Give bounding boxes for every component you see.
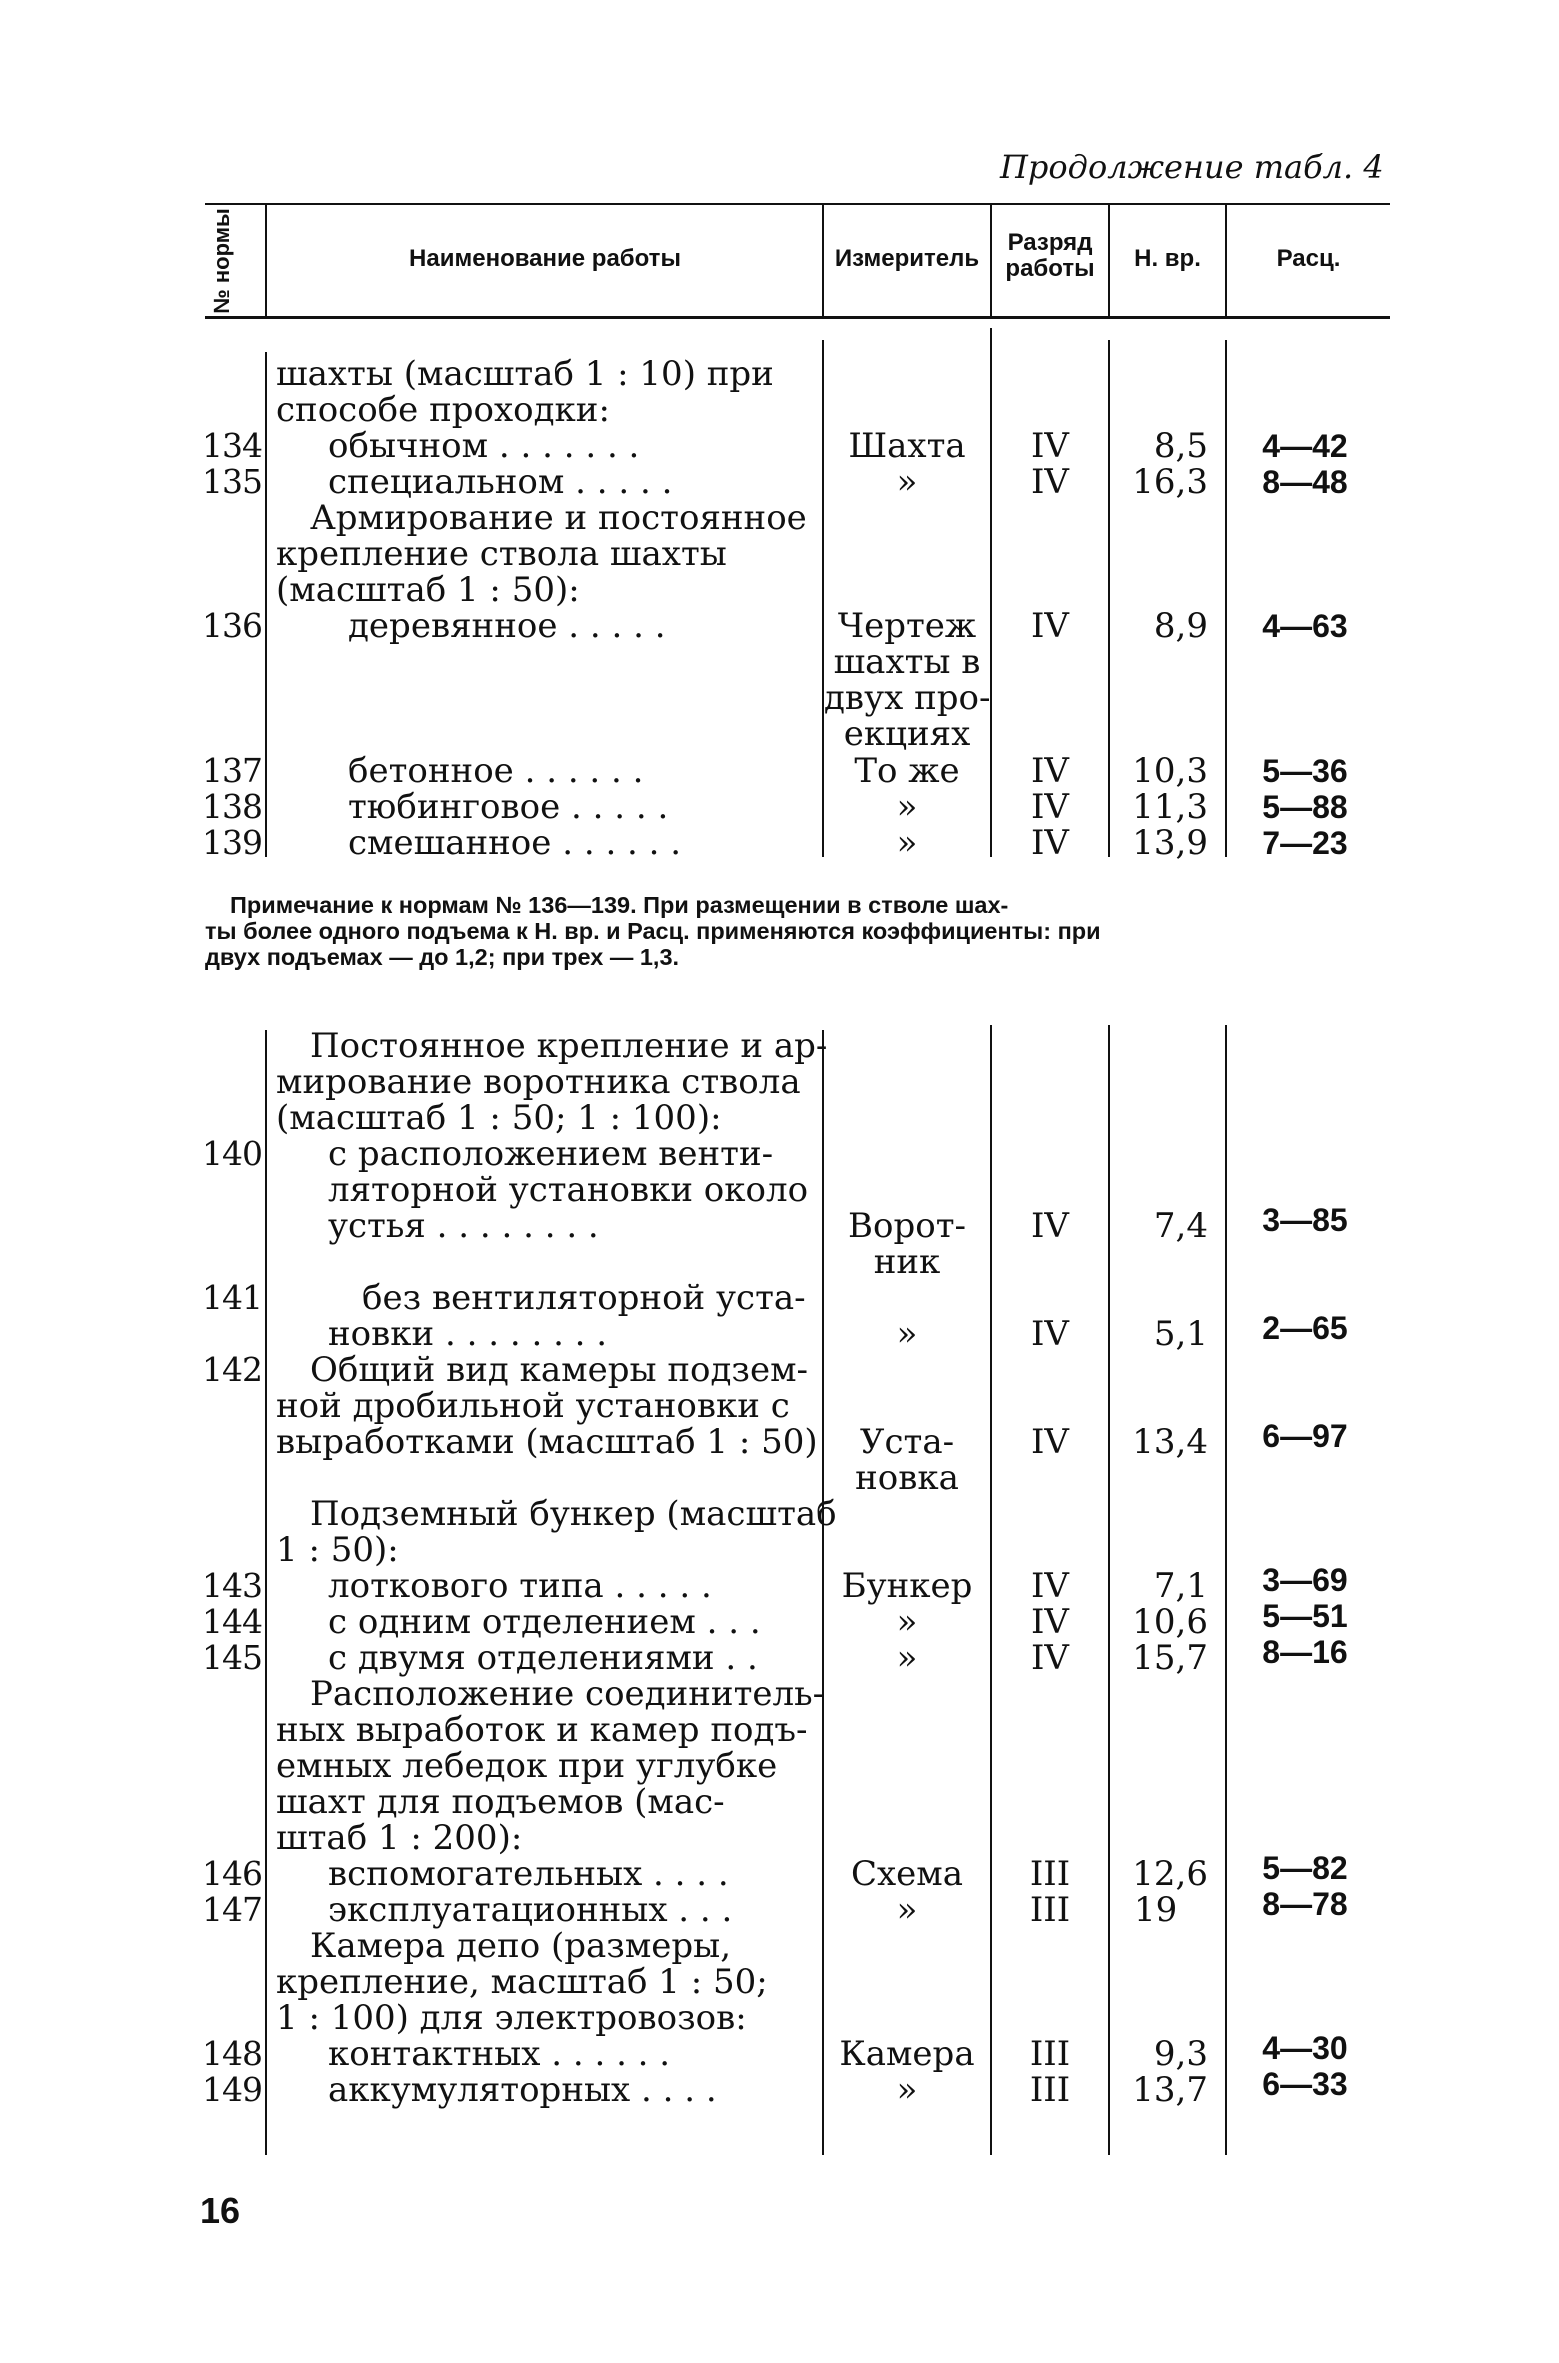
t2-grade: IV: [1031, 1602, 1069, 1642]
t2-time: 9,3: [1153, 2034, 1208, 2074]
t1-unit: двух про-: [824, 678, 991, 718]
t2-text-line: Подземный бункер (масштаб: [310, 1494, 837, 1534]
t1-grade: IV: [1031, 426, 1069, 466]
header-time: Н. вр.: [1134, 245, 1201, 272]
t2-norm-number: 141: [202, 1278, 262, 1317]
t2-time: 13,4: [1132, 1422, 1208, 1462]
t1-norm-number: 136: [202, 606, 262, 645]
t2-divider-5: [1225, 1025, 1227, 2155]
t1-norm-number: 135: [202, 462, 262, 501]
header-grade: Разряд работы: [1005, 229, 1095, 283]
t2-norm-number: 144: [202, 1602, 262, 1641]
t2-unit: »: [896, 2070, 918, 2110]
t1-text-line: шахты (масштаб 1 : 10) при: [276, 354, 774, 394]
t1-text-line: Армирование и постоянное: [310, 498, 807, 538]
t2-time: 7,4: [1153, 1206, 1208, 1246]
t2-text-line: вспомогательных . . . .: [328, 1854, 729, 1894]
t2-text-line: с одним отделением . . .: [328, 1602, 761, 1642]
t2-text-line: выработками (масштаб 1 : 50): [276, 1422, 818, 1462]
t2-text-line: крепление, масштаб 1 : 50;: [276, 1962, 768, 2002]
note-line-1: Примечание к нормам № 136—139. При размещении в стволе шах-: [230, 892, 1009, 918]
t2-rate: 5—82: [1262, 1850, 1348, 1886]
t1-grade: IV: [1031, 751, 1069, 791]
t1-time: 8,5: [1153, 426, 1208, 466]
t2-text-line: Постоянное крепление и ар-: [310, 1026, 828, 1066]
t1-text-line: (масштаб 1 : 50):: [276, 570, 580, 610]
t2-rate: 3—85: [1262, 1202, 1348, 1238]
t2-unit: »: [896, 1638, 918, 1678]
t2-unit: »: [896, 1602, 918, 1642]
t2-grade: IV: [1031, 1206, 1069, 1246]
t2-text-line: Камера депо (размеры,: [310, 1926, 732, 1966]
t1-rate: 8—48: [1262, 464, 1348, 500]
t2-time: 5,1: [1153, 1314, 1208, 1354]
t1-unit: Шахта: [848, 426, 966, 466]
t2-text-line: (масштаб 1 : 50; 1 : 100):: [276, 1098, 722, 1138]
t2-grade: IV: [1031, 1566, 1069, 1606]
t2-unit: Уста-: [859, 1422, 955, 1462]
t2-text-line: новки . . . . . . . .: [328, 1314, 608, 1354]
t2-unit: Бункер: [841, 1566, 973, 1606]
t2-norm-number: 146: [202, 1854, 262, 1893]
t1-divider-1: [265, 352, 267, 857]
t1-text-line: смешанное . . . . . .: [348, 823, 682, 863]
t2-unit: »: [896, 1314, 918, 1354]
t2-text-line: шахт для подъемов (мас-: [276, 1782, 725, 1822]
t2-norm-number: 147: [202, 1890, 262, 1929]
t2-grade: III: [1029, 1854, 1071, 1894]
t1-norm-number: 134: [202, 426, 262, 465]
t1-norm-number: 137: [202, 751, 262, 790]
t2-text-line: штаб 1 : 200):: [276, 1818, 523, 1858]
t2-text-line: без вентиляторной уста-: [362, 1278, 806, 1318]
t2-time: 19: [1134, 1890, 1178, 1930]
t1-rate: 5—36: [1262, 753, 1348, 789]
t1-text-line: тюбинговое . . . . .: [348, 787, 669, 827]
t1-text-line: деревянное . . . . .: [348, 606, 666, 646]
t1-text-line: специальном . . . . .: [328, 462, 673, 502]
header-top-rule: [205, 203, 1390, 205]
t2-text-line: контактных . . . . . .: [328, 2034, 671, 2074]
t2-time: 7,1: [1153, 1566, 1208, 1606]
t2-rate: 8—16: [1262, 1634, 1348, 1670]
t1-text-line: бетонное . . . . . .: [348, 751, 644, 791]
t2-norm-number: 145: [202, 1638, 262, 1677]
t1-unit: »: [896, 787, 918, 827]
t2-text-line: с двумя отделениями . .: [328, 1638, 758, 1678]
note-line-3: двух подъемах — до 1,2; при трех — 1,3.: [205, 944, 680, 970]
t2-rate: 3—69: [1262, 1562, 1348, 1598]
t2-norm-number: 148: [202, 2034, 262, 2073]
t1-grade: IV: [1031, 823, 1069, 863]
t2-unit: ник: [873, 1242, 941, 1282]
t2-rate: 2—65: [1262, 1310, 1348, 1346]
t2-text-line: ной дробильной установки с: [276, 1386, 790, 1426]
header-num-col: № нормы: [209, 208, 234, 314]
t2-text-line: Расположение соединитель-: [310, 1674, 825, 1714]
t1-divider-5: [1225, 340, 1227, 857]
continuation-heading: Продолжение табл. 4: [1000, 148, 1384, 186]
t2-divider-1: [265, 1030, 267, 2155]
t1-unit: Чертеж: [837, 606, 977, 646]
page-number: 16: [200, 2190, 241, 2231]
t1-rate: 4—42: [1262, 428, 1348, 464]
t1-unit: »: [896, 823, 918, 863]
t1-text-line: обычном . . . . . . .: [328, 426, 640, 466]
t2-text-line: лоткового типа . . . . .: [328, 1566, 712, 1606]
t2-rate: 6—97: [1262, 1418, 1348, 1454]
t1-time: 13,9: [1132, 823, 1208, 863]
t1-grade: IV: [1031, 787, 1069, 827]
t1-rate: 7—23: [1262, 825, 1348, 861]
t1-rate: 4—63: [1262, 608, 1348, 644]
t1-text-line: способе проходки:: [276, 390, 610, 430]
t1-unit: »: [896, 462, 918, 502]
t2-text-line: ляторной установки около: [328, 1170, 809, 1210]
t2-text-line: 1 : 100) для электровозов:: [276, 1998, 747, 2038]
t2-norm-number: 149: [202, 2070, 262, 2109]
t1-norm-number: 139: [202, 823, 262, 862]
t1-time: 16,3: [1132, 462, 1208, 502]
t2-time: 13,7: [1132, 2070, 1208, 2110]
t2-time: 12,6: [1132, 1854, 1208, 1894]
t2-unit: Ворот-: [848, 1206, 966, 1246]
note-line-2: ты более одного подъема к Н. вр. и Расц. применяются коэффициенты: при: [205, 918, 1101, 944]
header-unit: Измеритель: [834, 245, 980, 272]
t1-text-line: крепление ствола шахты: [276, 534, 727, 574]
header-name: Наименование работы: [409, 245, 681, 272]
t2-text-line: эксплуатационных . . .: [328, 1890, 733, 1930]
t2-unit: Схема: [850, 1854, 964, 1894]
t2-text-line: емных лебедок при углубке: [276, 1746, 778, 1786]
t1-unit: екциях: [843, 714, 971, 754]
t1-unit: шахты в: [833, 642, 981, 682]
t2-time: 10,6: [1132, 1602, 1208, 1642]
t2-text-line: Общий вид камеры подзем-: [310, 1350, 809, 1390]
t1-grade: IV: [1031, 606, 1069, 646]
t2-text-line: ных выработок и камер подъ-: [276, 1710, 808, 1750]
t1-norm-number: 138: [202, 787, 262, 826]
t2-norm-number: 140: [202, 1134, 262, 1173]
t2-grade: III: [1029, 1890, 1071, 1930]
t1-grade: IV: [1031, 462, 1069, 502]
t2-text-line: 1 : 50):: [276, 1530, 399, 1570]
t1-unit: То же: [854, 751, 960, 791]
t2-time: 15,7: [1132, 1638, 1208, 1678]
t2-text-line: с расположением венти-: [328, 1134, 774, 1174]
t2-grade: IV: [1031, 1422, 1069, 1462]
t2-unit: »: [896, 1890, 918, 1930]
t2-norm-number: 143: [202, 1566, 262, 1605]
t2-rate: 5—51: [1262, 1598, 1348, 1634]
t2-unit: Камера: [839, 2034, 975, 2074]
t2-text-line: аккумуляторных . . . .: [328, 2070, 717, 2110]
header-divider-1: [265, 205, 267, 316]
t2-norm-number: 142: [202, 1350, 262, 1389]
t2-grade: IV: [1031, 1638, 1069, 1678]
t2-unit: новка: [855, 1458, 959, 1498]
t2-text-line: мирование воротника ствола: [276, 1062, 801, 1102]
t2-grade: III: [1029, 2070, 1071, 2110]
t2-rate: 4—30: [1262, 2030, 1348, 2066]
t2-rate: 8—78: [1262, 1886, 1348, 1922]
t2-text-line: устья . . . . . . . .: [328, 1206, 599, 1246]
t2-grade: III: [1029, 2034, 1071, 2074]
t1-time: 10,3: [1132, 751, 1208, 791]
t2-rate: 6—33: [1262, 2066, 1348, 2102]
t1-time: 8,9: [1153, 606, 1208, 646]
t2-grade: IV: [1031, 1314, 1069, 1354]
header-bottom-rule: [205, 316, 1390, 319]
t1-rate: 5—88: [1262, 789, 1348, 825]
header-rate: Расц.: [1276, 245, 1341, 272]
t1-time: 11,3: [1132, 787, 1208, 827]
